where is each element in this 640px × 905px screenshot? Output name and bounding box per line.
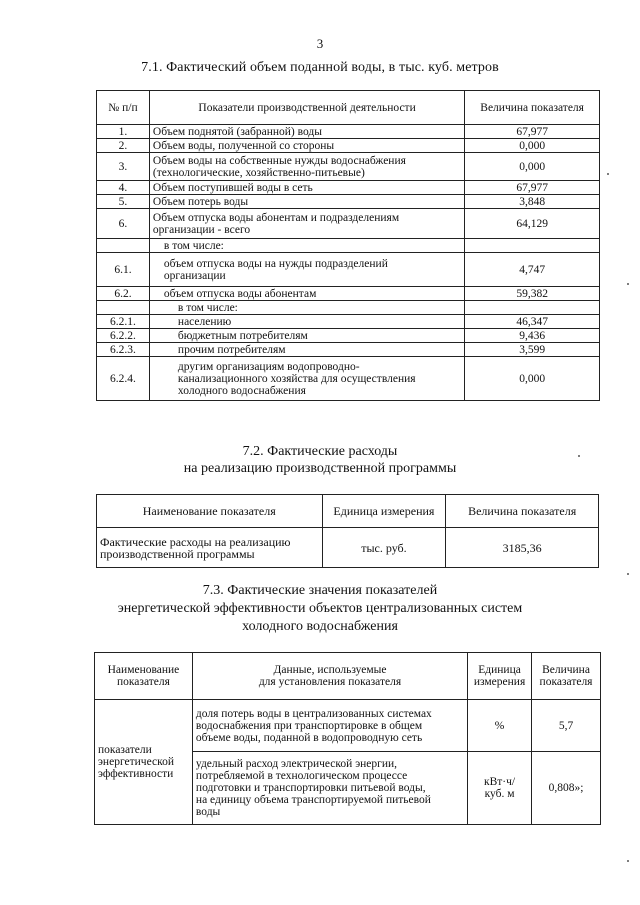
section-7-1-title: 7.1. Фактический объем поданной воды, в тыс. куб. метров <box>141 60 499 75</box>
table-row: Фактические расходы на реализацию производственной программы тыс. руб. 3185,36 <box>97 528 599 568</box>
scan-speck <box>578 455 580 457</box>
table-row: 4. Объем поступившей воды в сеть 67,977 <box>97 181 600 195</box>
header-num: № п/п <box>97 91 150 125</box>
table-row: 6. Объем отпуска воды абонентам и подразделениям организации - всего 64,129 <box>97 209 600 239</box>
header-value: Величина показателя <box>465 91 600 125</box>
table-row: 6.1. объем отпуска воды на нужды подразделений организации 4,747 <box>97 253 600 287</box>
table-row: в том числе: <box>97 239 600 253</box>
table-row: 1. Объем поднятой (забранной) воды 67,977 <box>97 125 600 139</box>
section-7-3-title-line2: энергетической эффективности объектов централизованных систем <box>117 601 523 616</box>
energy-efficiency-table <box>94 652 601 825</box>
table-row: 6.2.1. населению 46,347 <box>97 315 600 329</box>
section-7-2-title-line1: 7.2. Фактические расходы <box>242 444 398 459</box>
section-7-2-title-line2: на реализацию производственной программы <box>183 461 457 476</box>
table-row: 2. Объем воды, полученной со стороны 0,000 <box>97 139 600 153</box>
scan-speck <box>607 173 609 175</box>
water-volume-table <box>96 90 600 401</box>
scan-speck <box>627 283 629 285</box>
table-row: удельный расход электрической энергии, потребляемой в технологическом процессе подготовки и транспортировки питьевой воды, на единицу объема транспортируемой питьевой воды кВт·ч/ куб. м 0,808»; <box>95 752 601 825</box>
table-row: 6.2.3. прочим потребителям 3,599 <box>97 343 600 357</box>
indicator-name: показатели энергетической эффективности <box>95 700 193 825</box>
table-row: 3. Объем воды на собственные нужды водоснабжения (технологические, хозяйственно-питьевые) 0,000 <box>97 153 600 181</box>
section-7-3-title-line1: 7.3. Фактические значения показателей <box>202 583 438 598</box>
table-row: 6.2.4. другим организациям водопроводно- канализационного хозяйства для осуществления холодного водоснабжения 0,000 <box>97 357 600 401</box>
section-7-3-title-line3: холодного водоснабжения <box>242 619 398 634</box>
table-row: 5. Объем потерь воды 3,848 <box>97 195 600 209</box>
table-row: показатели энергетической эффективности доля потерь воды в централизованных системах водоснабжения при транспортировке в общем объеме воды, поданной в водопроводную сеть % 5,7 <box>95 700 601 752</box>
scan-speck <box>627 573 629 575</box>
page-number: 3 <box>316 36 324 51</box>
table-row: 6.2. объем отпуска воды абонентам 59,382 <box>97 287 600 301</box>
expenses-table <box>96 494 599 568</box>
table-header-row <box>97 91 600 125</box>
table-row: 6.2.2. бюджетным потребителям 9,436 <box>97 329 600 343</box>
header-indicator: Показатели производственной деятельности <box>149 91 464 125</box>
table-header-row: Наименование показателя Единица измерения Величина показателя <box>97 495 599 528</box>
table-header-row: Наименование показателя Данные, используемые для установления показателя Единица измерения Величина показателя <box>95 653 601 700</box>
scan-speck <box>627 860 629 862</box>
table-row: в том числе: <box>97 301 600 315</box>
